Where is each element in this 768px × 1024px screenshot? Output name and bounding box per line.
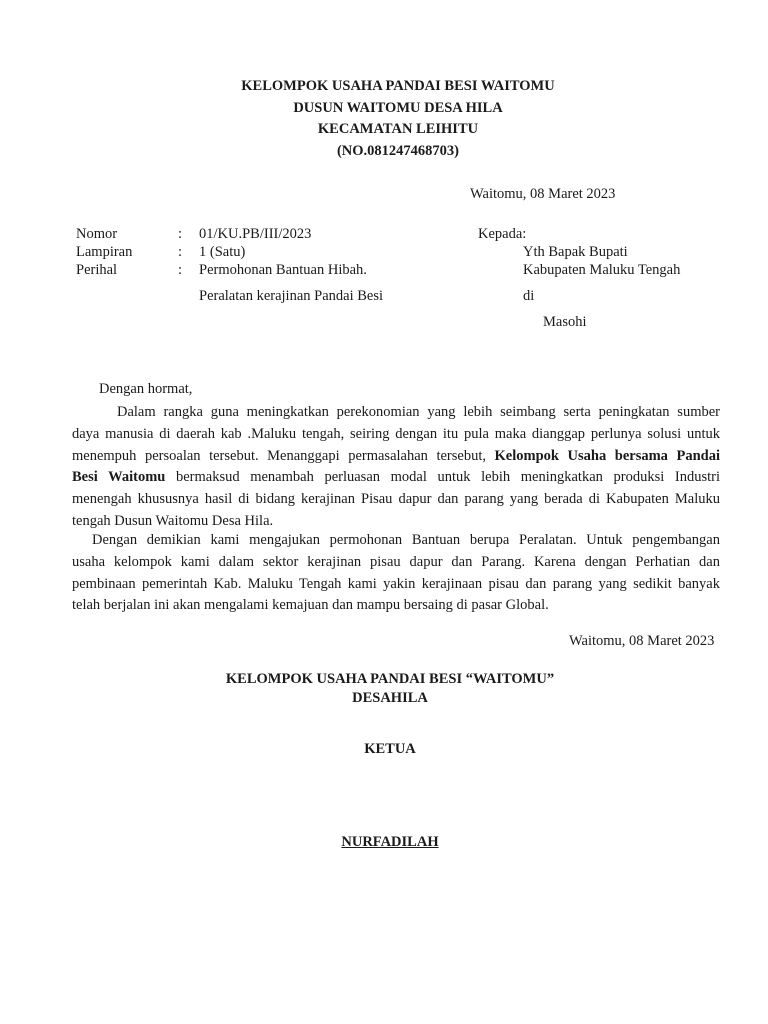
paragraph-1-line — [72, 446, 720, 468]
signature-name — [0, 833, 768, 852]
closing-place-date: Waitomu, 08 Maret 2023 — [569, 633, 715, 649]
letterhead — [0, 76, 768, 162]
letterhead-address: DUSUN WAITOMU DESA HILA — [293, 99, 503, 116]
nomor-label: Nomor — [76, 226, 118, 242]
nomor-colon: : — [178, 226, 183, 242]
perihal-value: Permohonan Bantuan Hibah. — [199, 262, 367, 278]
nomor-value: 01/KU.PB/III/2023 — [199, 226, 312, 242]
paragraph-1-line: Dalam rangka guna meningkatkan perekonomian yang lebih seimbang serta peningkatan sumber — [117, 404, 720, 420]
lampiran-label: Lampiran — [76, 244, 133, 260]
recipient-city: Masohi — [543, 314, 587, 330]
signature-role: KETUA — [364, 741, 416, 757]
recipient-kepada: Kepada: — [478, 226, 527, 242]
perihal-colon: : — [178, 262, 183, 278]
signatory-name: NURFADILAH — [341, 834, 439, 850]
recipient-title: Yth Bapak Bupati — [523, 244, 628, 260]
paragraph-2-line: telah berjalan ini akan mengalami kemajuan dan mampu bersaing di pasar Global. — [72, 597, 549, 614]
perihal-label: Perihal — [76, 262, 118, 278]
signature-org-village: DESAHILA — [352, 690, 428, 706]
lampiran-value: 1 (Satu) — [199, 244, 246, 260]
letterhead-org-name: KELOMPOK USAHA PANDAI BESI WAITOMU — [241, 78, 555, 94]
salutation: Dengan hormat, — [99, 381, 193, 397]
paragraph-2 — [72, 530, 720, 617]
paragraph-2-line: usaha kelompok kami dalam sektor kerajinan pisau dapur dan Parang. Karena dengan Perhatian dan — [72, 553, 720, 570]
paragraph-1-text: menempuh persoalan tersebut. Menanggapi permasalahan tersebut, — [72, 447, 495, 464]
paragraph-2-line: Dengan demikian kami mengajukan permohonan Bantuan berupa Peralatan. Untuk pengembangan — [92, 532, 720, 548]
place-date: Waitomu, 08 Maret 2023 — [470, 186, 616, 202]
signature-org-name: KELOMPOK USAHA PANDAI BESI “WAITOMU” — [225, 671, 555, 687]
recipient-region: Kabupaten Maluku Tengah — [523, 262, 681, 278]
paragraph-1-line: tengah Dusun Waitomu Desa Hila. — [72, 512, 274, 529]
recipient-di: di — [523, 288, 535, 304]
signature-org — [0, 670, 768, 708]
lampiran-colon: : — [178, 244, 183, 260]
org-name-bold: Besi Waitomu — [72, 469, 166, 486]
paragraph-1-line: daya manusia di daerah kab .Maluku tengah, seiring dengan itu pula maka dianggap perlunya solusi untuk — [72, 425, 720, 442]
paragraph-2-line: pembinaan pemerintah Kab. Maluku Tengah kami yakin kerajinaan pisau dan parang yang sedikit banyak — [72, 575, 720, 592]
paragraph-1-line: menengah khususnya hasil di bidang kerajinan Pisau dapur dan parang yang berada di Kabupaten Maluku — [72, 491, 720, 508]
letterhead-phone: (NO.081247468703) — [336, 142, 460, 159]
paragraph-1-text: bermaksud menambah perluasan modal untuk lebih meningkatkan produksi Industri — [165, 469, 720, 486]
letterhead-district: KECAMATAN LEIHITU — [317, 121, 479, 137]
org-name-bold: Kelompok Usaha bersama Pandai — [494, 447, 720, 464]
perihal-value-continued: Peralatan kerajinan Pandai Besi — [199, 288, 384, 304]
paragraph-1-line — [72, 467, 720, 489]
paragraph-1 — [72, 402, 720, 533]
